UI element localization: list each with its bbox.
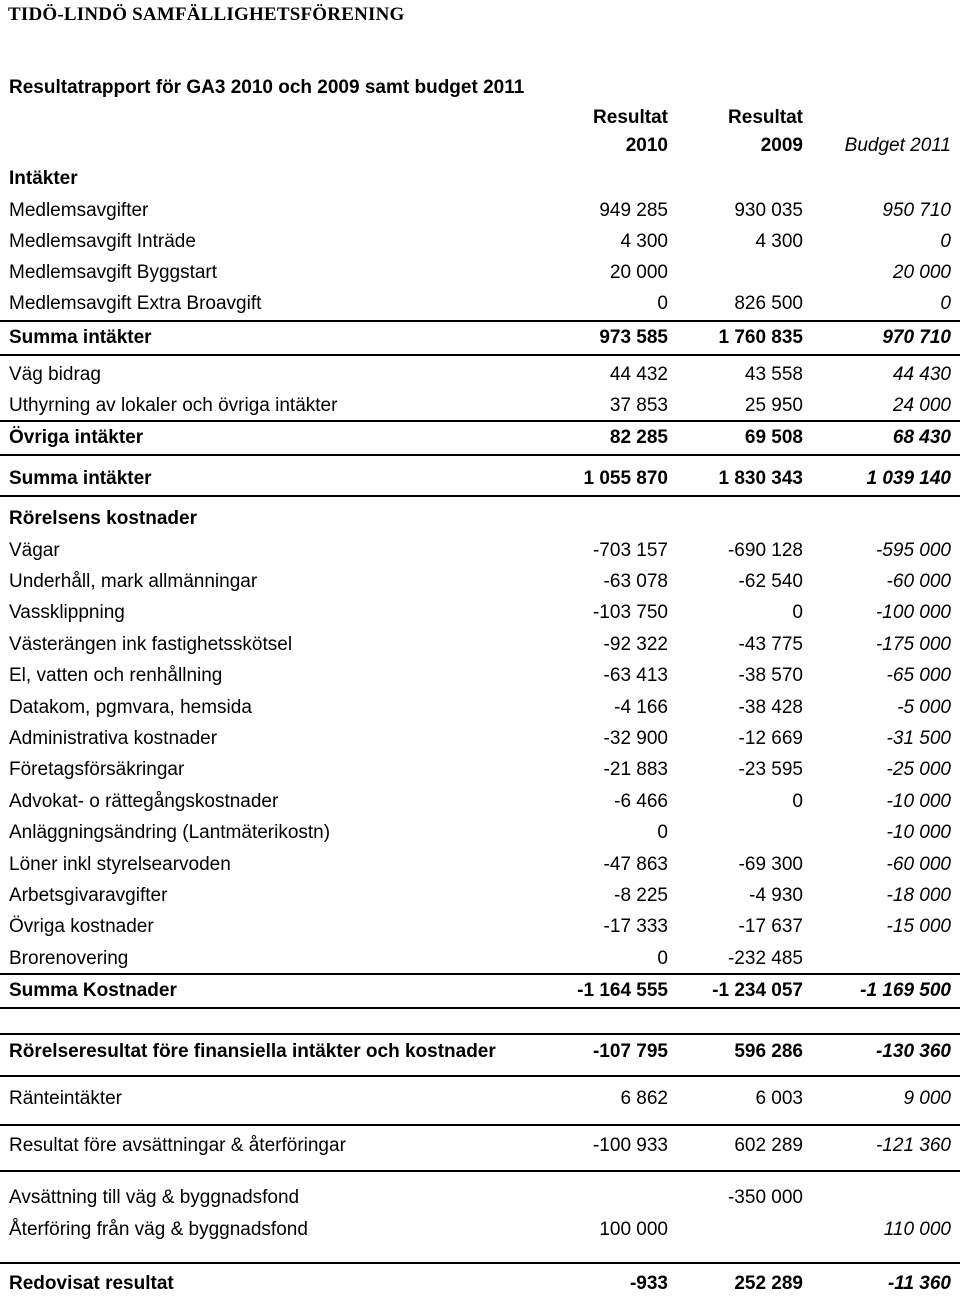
value-2009: 252 289 <box>734 1273 803 1294</box>
value-2010: -4 166 <box>614 697 668 718</box>
divider <box>0 1075 960 1077</box>
value-2009: -690 128 <box>727 540 803 561</box>
value-2009: 930 035 <box>734 200 803 221</box>
row-label: Datakom, pgmvara, hemsida <box>9 697 252 718</box>
row-label: Administrativa kostnader <box>9 728 218 749</box>
value-2010: -103 750 <box>592 602 668 623</box>
value-2010: 1 055 870 <box>583 468 668 489</box>
value-2010: 82 285 <box>609 427 668 448</box>
value-2009: 596 286 <box>734 1041 803 1062</box>
value-budget-2011: 44 430 <box>892 364 951 385</box>
row-label: Ränteintäkter <box>9 1088 123 1109</box>
divider <box>0 1007 960 1009</box>
value-budget-2011: 9 000 <box>903 1088 951 1109</box>
value-budget-2011: 1 039 140 <box>866 468 951 489</box>
value-budget-2011: -65 000 <box>886 665 951 686</box>
value-budget-2011: -10 000 <box>886 791 951 812</box>
row-label: Medlemsavgift Byggstart <box>9 262 218 283</box>
value-2010: -63 078 <box>603 571 668 592</box>
table-row <box>0 392 960 420</box>
section-header-income <box>0 165 960 193</box>
value-2010: -703 157 <box>592 540 668 561</box>
column-header-result-2009-label: Resultat <box>728 107 803 128</box>
value-2009: 826 500 <box>734 293 803 314</box>
divider <box>0 1033 960 1035</box>
column-header-budget-2011: Budget 2011 <box>844 135 951 156</box>
divider <box>0 1124 960 1126</box>
column-header-result-2010-label: Resultat <box>593 107 668 128</box>
subtotal-row <box>0 424 960 452</box>
column-header-row-1 <box>0 104 960 132</box>
table-row <box>0 631 960 659</box>
value-budget-2011: -595 000 <box>875 540 951 561</box>
table-row <box>0 259 960 287</box>
value-2009: 69 508 <box>744 427 803 448</box>
value-2010: -1 164 555 <box>577 980 668 1001</box>
value-2010: 0 <box>657 948 668 969</box>
row-label: Vassklippning <box>9 602 125 623</box>
operating-result-row <box>0 1038 960 1066</box>
value-2009: -23 595 <box>738 759 803 780</box>
row-label: Medlemsavgifter <box>9 200 149 221</box>
value-2009: -232 485 <box>727 948 803 969</box>
report-title: Resultatrapport för GA3 2010 och 2009 samt budget 2011 <box>9 77 525 98</box>
value-2009: -43 775 <box>738 634 803 655</box>
table-row <box>0 882 960 910</box>
value-budget-2011: -60 000 <box>886 571 951 592</box>
row-label: Medlemsavgift Extra Broavgift <box>9 293 262 314</box>
value-budget-2011: -1 169 500 <box>860 980 951 1001</box>
value-budget-2011: 68 430 <box>892 427 951 448</box>
value-budget-2011: -100 000 <box>875 602 951 623</box>
table-row <box>0 1184 960 1212</box>
value-budget-2011: -18 000 <box>886 885 951 906</box>
row-label: Intäkter <box>9 168 78 189</box>
value-2010: -100 933 <box>592 1135 668 1156</box>
value-2010: 973 585 <box>599 327 668 348</box>
divider <box>0 495 960 497</box>
table-row <box>0 662 960 690</box>
value-budget-2011: 20 000 <box>892 262 951 283</box>
value-2009: 6 003 <box>755 1088 803 1109</box>
value-2010: -63 413 <box>603 665 668 686</box>
table-row <box>0 694 960 722</box>
value-2010: 100 000 <box>599 1219 668 1240</box>
row-label: Resultat före avsättningar & återföringar <box>9 1135 346 1156</box>
value-2009: -38 428 <box>738 697 803 718</box>
section-header-operating-costs <box>0 505 960 533</box>
row-label: Företagsförsäkringar <box>9 759 185 780</box>
value-2010: 44 432 <box>609 364 668 385</box>
table-row <box>0 913 960 941</box>
row-label: El, vatten och renhållning <box>9 665 223 686</box>
row-label: Brorenovering <box>9 948 129 969</box>
table-row <box>0 1216 960 1244</box>
value-2009: 602 289 <box>734 1135 803 1156</box>
table-row <box>0 290 960 318</box>
value-2010: -8 225 <box>614 885 668 906</box>
value-2010: -107 795 <box>592 1041 668 1062</box>
value-2009: 0 <box>792 791 803 812</box>
column-header-2009: 2009 <box>760 135 803 156</box>
value-2009: -17 637 <box>738 916 803 937</box>
organization-name: TIDÖ-LINDÖ SAMFÄLLIGHETSFÖRENING <box>8 4 405 25</box>
row-label: Redovisat resultat <box>9 1273 174 1294</box>
column-header-2010: 2010 <box>625 135 668 156</box>
value-2010: -933 <box>629 1273 668 1294</box>
value-2009: -1 234 057 <box>712 980 803 1001</box>
value-budget-2011: -121 360 <box>875 1135 951 1156</box>
row-label: Summa intäkter <box>9 327 152 348</box>
table-row <box>0 788 960 816</box>
row-label: Underhåll, mark allmänningar <box>9 571 258 592</box>
value-budget-2011: 0 <box>940 231 951 252</box>
total-row <box>0 465 960 493</box>
value-budget-2011: -60 000 <box>886 854 951 875</box>
value-2010: 20 000 <box>609 262 668 283</box>
value-2010: -32 900 <box>603 728 668 749</box>
divider <box>0 973 960 975</box>
row-label: Löner inkl styrelsearvoden <box>9 854 231 875</box>
value-2009: 1 830 343 <box>718 468 803 489</box>
value-2009: -62 540 <box>738 571 803 592</box>
value-2009: -4 930 <box>749 885 803 906</box>
value-2009: 25 950 <box>744 395 803 416</box>
divider <box>0 420 960 422</box>
row-label: Övriga kostnader <box>9 916 154 937</box>
row-label: Återföring från väg & byggnadsfond <box>9 1219 308 1240</box>
value-2010: 6 862 <box>620 1088 668 1109</box>
row-label: Summa intäkter <box>9 468 152 489</box>
value-2009: -69 300 <box>738 854 803 875</box>
value-2010: 0 <box>657 822 668 843</box>
value-2009: 0 <box>792 602 803 623</box>
value-budget-2011: -175 000 <box>875 634 951 655</box>
subtotal-row <box>0 324 960 352</box>
divider <box>0 454 960 456</box>
row-label: Väg bidrag <box>9 364 101 385</box>
value-2010: -21 883 <box>603 759 668 780</box>
table-row <box>0 599 960 627</box>
table-row <box>0 725 960 753</box>
table-row <box>0 819 960 847</box>
value-budget-2011: -15 000 <box>886 916 951 937</box>
row-label: Arbetsgivaravgifter <box>9 885 168 906</box>
table-row <box>0 851 960 879</box>
row-label: Advokat- o rättegångskostnader <box>9 791 279 812</box>
value-budget-2011: -25 000 <box>886 759 951 780</box>
value-2010: 0 <box>657 293 668 314</box>
table-row <box>0 197 960 225</box>
table-row <box>0 568 960 596</box>
column-header-row-2 <box>0 132 960 160</box>
value-2010: 949 285 <box>599 200 668 221</box>
table-row <box>0 1132 960 1160</box>
value-budget-2011: -11 360 <box>887 1273 951 1294</box>
value-2010: -47 863 <box>603 854 668 875</box>
value-budget-2011: -10 000 <box>886 822 951 843</box>
value-2009: -12 669 <box>738 728 803 749</box>
value-budget-2011: 0 <box>940 293 951 314</box>
row-label: Summa Kostnader <box>9 980 177 1001</box>
table-row <box>0 361 960 389</box>
row-label: Avsättning till väg & byggnadsfond <box>9 1187 300 1208</box>
table-row <box>0 1085 960 1113</box>
table-row <box>0 945 960 973</box>
final-result-row <box>0 1270 960 1298</box>
value-2010: -17 333 <box>603 916 668 937</box>
row-label: Medlemsavgift Inträde <box>9 231 196 252</box>
value-budget-2011: 950 710 <box>882 200 951 221</box>
row-label: Västerängen ink fastighetsskötsel <box>9 634 293 655</box>
divider <box>0 320 960 322</box>
value-2009: 1 760 835 <box>718 327 803 348</box>
row-label: Vägar <box>9 540 60 561</box>
row-label: Rörelseresultat före finansiella intäkter och kostnader <box>9 1041 496 1062</box>
divider <box>0 1262 960 1264</box>
divider <box>0 354 960 356</box>
value-2010: -6 466 <box>614 791 668 812</box>
table-row <box>0 756 960 784</box>
value-2010: 4 300 <box>620 231 668 252</box>
table-row <box>0 228 960 256</box>
value-budget-2011: -31 500 <box>886 728 951 749</box>
value-budget-2011: 24 000 <box>892 395 951 416</box>
row-label: Uthyrning av lokaler och övriga intäkter <box>9 395 338 416</box>
value-budget-2011: -5 000 <box>897 697 951 718</box>
value-2009: -38 570 <box>738 665 803 686</box>
row-label: Övriga intäkter <box>9 427 144 448</box>
value-2010: 37 853 <box>609 395 668 416</box>
row-label: Anläggningsändring (Lantmäterikostn) <box>9 822 331 843</box>
value-2010: -92 322 <box>603 634 668 655</box>
value-2009: 4 300 <box>755 231 803 252</box>
value-2009: 43 558 <box>744 364 803 385</box>
value-2009: -350 000 <box>727 1187 803 1208</box>
table-row <box>0 537 960 565</box>
value-budget-2011: -130 360 <box>875 1041 951 1062</box>
value-budget-2011: 110 000 <box>883 1219 951 1240</box>
value-budget-2011: 970 710 <box>882 327 951 348</box>
divider <box>0 1170 960 1172</box>
subtotal-row <box>0 977 960 1005</box>
row-label: Rörelsens kostnader <box>9 508 197 529</box>
